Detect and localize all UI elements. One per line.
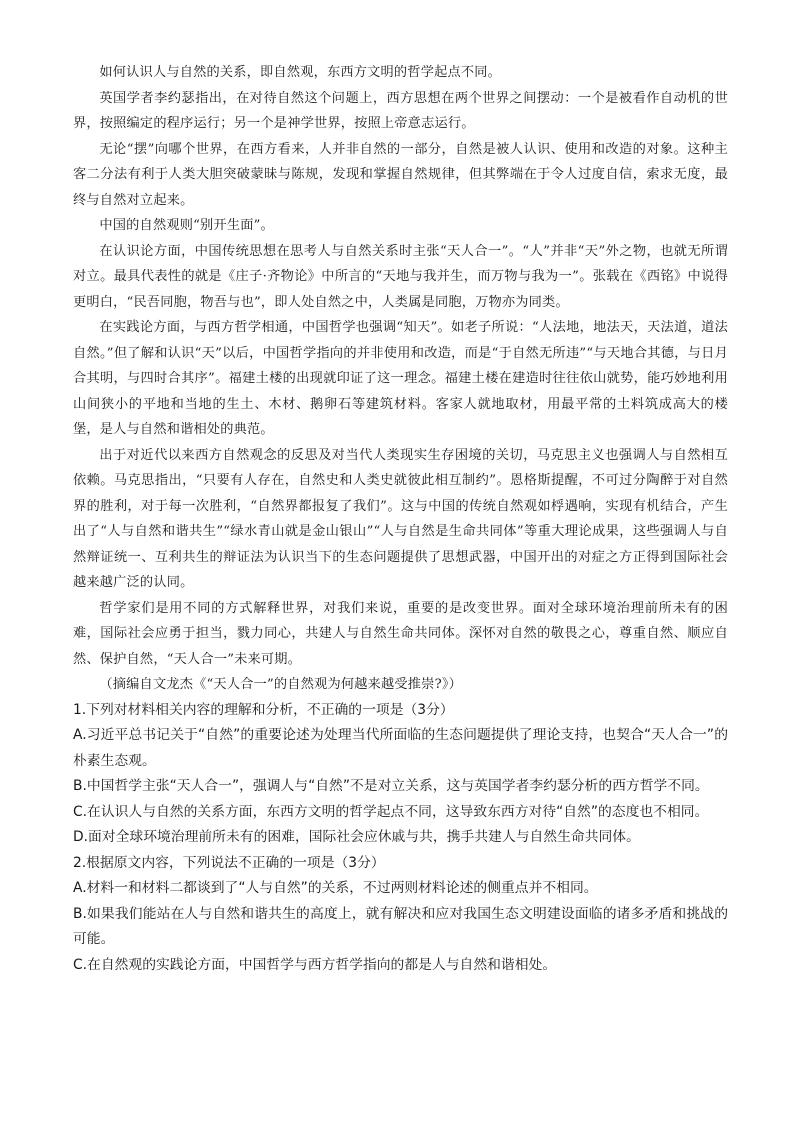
- question-stem: 1.下列对材料相关内容的理解和分析，不正确的一项是（3分）: [73, 701, 454, 718]
- passage-paragraph: 出于对近代以来西方自然观念的反思及对当代人类现实生存困境的关切，马克思主义也强调人与自然相互依赖。马克思指出，“只要有人存在，自然史和人类史就彼此相互制约”。恩格斯提醒，不可过分陶醉于对自然界的胜利，对于每一次胜利，“自然界都报复了我们”。这与中国的传统自然观如桴遇响，实现有机结合，产生出了“人与自然和谐共生”“绿水青山就是金山银山”“人与自然是生命共同体”等重大理论成果，这些强调人与自然辩证统一、互利共生的辩证法为认识当下的生态问题提供了思想武器，中国开出的对症之方正得到国际社会越来越广泛的认同。: [73, 447, 728, 590]
- reading-passage: [73, 60, 728, 698]
- passage-paragraph: 如何认识人与自然的关系，即自然观，东西方文明的哲学起点不同。: [99, 65, 502, 80]
- question-section: [73, 698, 728, 979]
- passage-paragraph: 英国学者李约瑟指出，在对待自然这个问题上，西方思想在两个世界之间摆动：一个是被看作自动机的世界，按照编定的程序运行；另一个是神学世界，按照上帝意志运行。: [73, 90, 728, 131]
- answer-option: B.中国哲学主张“天人合一”，强调人与“自然”不是对立关系，这与英国学者李约瑟分析的西方哲学不同。: [73, 778, 709, 794]
- answer-option: B.如果我们能站在人与自然和谐共生的高度上，就有解决和应对我国生态文明建设面临的诸多矛盾和挑战的可能。: [73, 905, 728, 947]
- answer-option: A.习近平总书记关于“自然”的重要论述为处理当代所面临的生态问题提供了理论支持，也契合“天人合一”的朴素生态观。: [73, 727, 728, 769]
- passage-paragraph: 哲学家们是用不同的方式解释世界，对我们来说，重要的是改变世界。面对全球环境治理前所未有的困难，国际社会应勇于担当，戮力同心，共建人与自然生命共同体。深怀对自然的敬畏之心，尊重自然、顺应自然、保护自然，“天人合一”未来可期。: [73, 600, 728, 667]
- question-stem: 2.根据原文内容，下列说法不正确的一项是（3分）: [73, 854, 385, 871]
- passage-paragraph: 中国的自然观则“别开生面”。: [99, 218, 274, 233]
- passage-source: （摘编自文龙杰《“天人合一”的自然观为何越来越受推崇?》）: [99, 677, 463, 692]
- answer-option: D.面对全球环境治理前所未有的困难，国际社会应休戚与共，携手共建人与自然生命共同体。: [73, 829, 640, 845]
- passage-paragraph: 在实践论方面，与西方哲学相通，中国哲学也强调“知天”。如老子所说：“人法地，地法天，天法道，道法自然。”但了解和认识“天”以后，中国哲学指向的并非使用和改造，而是“于自然无所违”“与天地合其德，与日月合其明，与四时合其序”。福建土楼的出现就印证了这一理念。福建土楼在建造时往往依山就势，能巧妙地利用山间狭小的平地和当地的生土、木材、鹅卵石等建筑材料。客家人就地取材，用最平常的土料筑成高大的楼堡，是人与自然和谐相处的典范。: [73, 320, 728, 437]
- answer-option: A.材料一和材料二都谈到了“人与自然”的关系，不过两则材料论述的侧重点并不相同。: [73, 880, 598, 896]
- answer-option: C.在自然观的实践论方面，中国哲学与西方哲学指向的都是人与自然和谐相处。: [73, 956, 557, 973]
- passage-paragraph: 在认识论方面，中国传统思想在思考人与自然关系时主张“天人合一”。“人”并非“天”外之物，也就无所谓对立。最具代表性的就是《庄子·齐物论》中所言的“天地与我并生，而万物与我为一”。张载在《西铭》中说得更明白，“民吾同胞，物吾与也”，即人处自然之中，人类属是同胞，万物亦为同类。: [73, 243, 728, 310]
- passage-paragraph: 无论“摆”向哪个世界，在西方看来，人并非自然的一部分，自然是被人认识、使用和改造的对象。这种主客二分法有利于人类大胆突破蒙昧与陈规，发现和掌握自然规律，但其弊端在于令人过度自信，索求无度，最终与自然对立起来。: [73, 141, 728, 208]
- answer-option: C.在认识人与自然的关系方面，东西方文明的哲学起点不同，这导致东西方对待“自然”的态度也不相同。: [73, 803, 709, 820]
